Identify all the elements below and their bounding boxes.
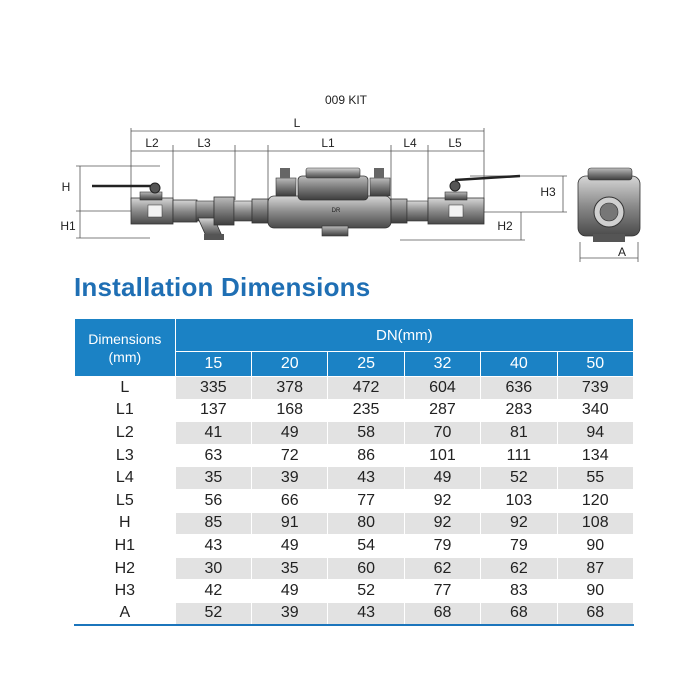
table-row bbox=[75, 444, 634, 467]
table-row bbox=[75, 580, 634, 603]
table-cell: 43 bbox=[175, 535, 251, 558]
table-cell: 168 bbox=[252, 399, 328, 422]
table-cell: 92 bbox=[481, 512, 557, 535]
table-cell: 90 bbox=[557, 535, 633, 558]
header-units-label: (mm) bbox=[108, 348, 142, 365]
table-cell: 378 bbox=[252, 377, 328, 400]
table-cell: 283 bbox=[481, 399, 557, 422]
table-cell: 91 bbox=[252, 512, 328, 535]
table-cell: 58 bbox=[328, 422, 404, 445]
table-cell: 54 bbox=[328, 535, 404, 558]
table-cell: 35 bbox=[252, 557, 328, 580]
table-cell: 604 bbox=[404, 377, 480, 400]
table-cell: 77 bbox=[404, 580, 480, 603]
table-cell: 739 bbox=[557, 377, 633, 400]
table-row bbox=[75, 512, 634, 535]
row-label: L bbox=[75, 377, 176, 400]
table-cell: 79 bbox=[404, 535, 480, 558]
table-cell: 92 bbox=[404, 512, 480, 535]
table-cell: 86 bbox=[328, 444, 404, 467]
table-cell: 70 bbox=[404, 422, 480, 445]
table-cell: 62 bbox=[404, 557, 480, 580]
table-cell: 43 bbox=[328, 602, 404, 625]
table-cell: 101 bbox=[404, 444, 480, 467]
table-cell: 108 bbox=[557, 512, 633, 535]
table-row bbox=[75, 399, 634, 422]
dim-H1-label: H1 bbox=[60, 219, 76, 233]
row-label: H1 bbox=[75, 535, 176, 558]
table-cell: 39 bbox=[252, 602, 328, 625]
dim-L3: L3 bbox=[197, 136, 211, 150]
table-cell: 43 bbox=[328, 467, 404, 490]
dim-H-label: H bbox=[61, 180, 71, 194]
table-cell: 49 bbox=[252, 422, 328, 445]
table-cell: 49 bbox=[252, 580, 328, 603]
table-cell: 66 bbox=[252, 489, 328, 512]
table-cell: 62 bbox=[481, 557, 557, 580]
row-label: H2 bbox=[75, 557, 176, 580]
svg-text:DR: DR bbox=[331, 208, 341, 214]
row-label: L3 bbox=[75, 444, 176, 467]
table-cell: 120 bbox=[557, 489, 633, 512]
table-cell: 39 bbox=[252, 467, 328, 490]
row-label: L4 bbox=[75, 467, 176, 490]
table-row bbox=[75, 557, 634, 580]
table-cell: 49 bbox=[404, 467, 480, 490]
table-row bbox=[75, 602, 634, 625]
dim-A-label: A bbox=[617, 245, 627, 259]
valve-assembly bbox=[92, 168, 520, 240]
table-row bbox=[75, 535, 634, 558]
table-cell: 52 bbox=[175, 602, 251, 625]
column-header-dn: 32 bbox=[404, 352, 480, 377]
table-cell: 79 bbox=[481, 535, 557, 558]
kit-label: 009 KIT bbox=[324, 93, 368, 107]
dim-L4: L4 bbox=[403, 136, 417, 150]
table-cell: 92 bbox=[404, 489, 480, 512]
table-cell: 103 bbox=[481, 489, 557, 512]
column-header-dn: 15 bbox=[175, 352, 251, 377]
header-dimensions-label: Dimensions bbox=[88, 330, 162, 347]
table-cell: 77 bbox=[328, 489, 404, 512]
table-cell: 55 bbox=[557, 467, 633, 490]
dim-L1: L1 bbox=[321, 136, 335, 150]
table-cell: 80 bbox=[328, 512, 404, 535]
svg-text:L: L bbox=[293, 116, 301, 130]
table-cell: 60 bbox=[328, 557, 404, 580]
table-cell: 90 bbox=[557, 580, 633, 603]
table-cell: 472 bbox=[328, 377, 404, 400]
table-cell: 85 bbox=[175, 512, 251, 535]
header-dn: DN(mm) bbox=[175, 319, 633, 352]
table-cell: 56 bbox=[175, 489, 251, 512]
table-cell: 52 bbox=[328, 580, 404, 603]
row-label: H bbox=[75, 512, 176, 535]
column-header-dn: 20 bbox=[252, 352, 328, 377]
table-row bbox=[75, 377, 634, 400]
row-label: L2 bbox=[75, 422, 176, 445]
table-cell: 68 bbox=[557, 602, 633, 625]
table-cell: 63 bbox=[175, 444, 251, 467]
dim-L5: L5 bbox=[448, 136, 462, 150]
table-cell: 134 bbox=[557, 444, 633, 467]
table-cell: 30 bbox=[175, 557, 251, 580]
row-label: L1 bbox=[75, 399, 176, 422]
table-cell: 111 bbox=[481, 444, 557, 467]
table-cell: 87 bbox=[557, 557, 633, 580]
row-label: L5 bbox=[75, 489, 176, 512]
table-cell: 287 bbox=[404, 399, 480, 422]
row-label: A bbox=[75, 602, 176, 625]
table-cell: 94 bbox=[557, 422, 633, 445]
row-label: H3 bbox=[75, 580, 176, 603]
column-header-dn: 50 bbox=[557, 352, 633, 377]
header-dimensions bbox=[75, 319, 176, 377]
table-cell: 235 bbox=[328, 399, 404, 422]
table-cell: 137 bbox=[175, 399, 251, 422]
table-body bbox=[75, 377, 634, 626]
table-cell: 340 bbox=[557, 399, 633, 422]
table-cell: 49 bbox=[252, 535, 328, 558]
table-cell: 52 bbox=[481, 467, 557, 490]
valve-kit-diagram bbox=[0, 80, 700, 270]
table-row bbox=[75, 467, 634, 490]
table-cell: 335 bbox=[175, 377, 251, 400]
table-cell: 636 bbox=[481, 377, 557, 400]
dim-H2-label: H2 bbox=[497, 219, 513, 233]
table-cell: 41 bbox=[175, 422, 251, 445]
dim-L bbox=[131, 116, 484, 131]
installation-dimensions-table bbox=[74, 318, 634, 626]
column-header-dn: 25 bbox=[328, 352, 404, 377]
table-row bbox=[75, 422, 634, 445]
dim-L2: L2 bbox=[145, 136, 159, 150]
table-cell: 35 bbox=[175, 467, 251, 490]
side-view bbox=[578, 168, 640, 262]
table-cell: 42 bbox=[175, 580, 251, 603]
table-cell: 72 bbox=[252, 444, 328, 467]
table-cell: 83 bbox=[481, 580, 557, 603]
dim-H3-label: H3 bbox=[540, 185, 556, 199]
table-cell: 68 bbox=[481, 602, 557, 625]
table-cell: 68 bbox=[404, 602, 480, 625]
table-row bbox=[75, 489, 634, 512]
table-cell: 81 bbox=[481, 422, 557, 445]
column-header-dn: 40 bbox=[481, 352, 557, 377]
section-title: Installation Dimensions bbox=[74, 272, 371, 302]
